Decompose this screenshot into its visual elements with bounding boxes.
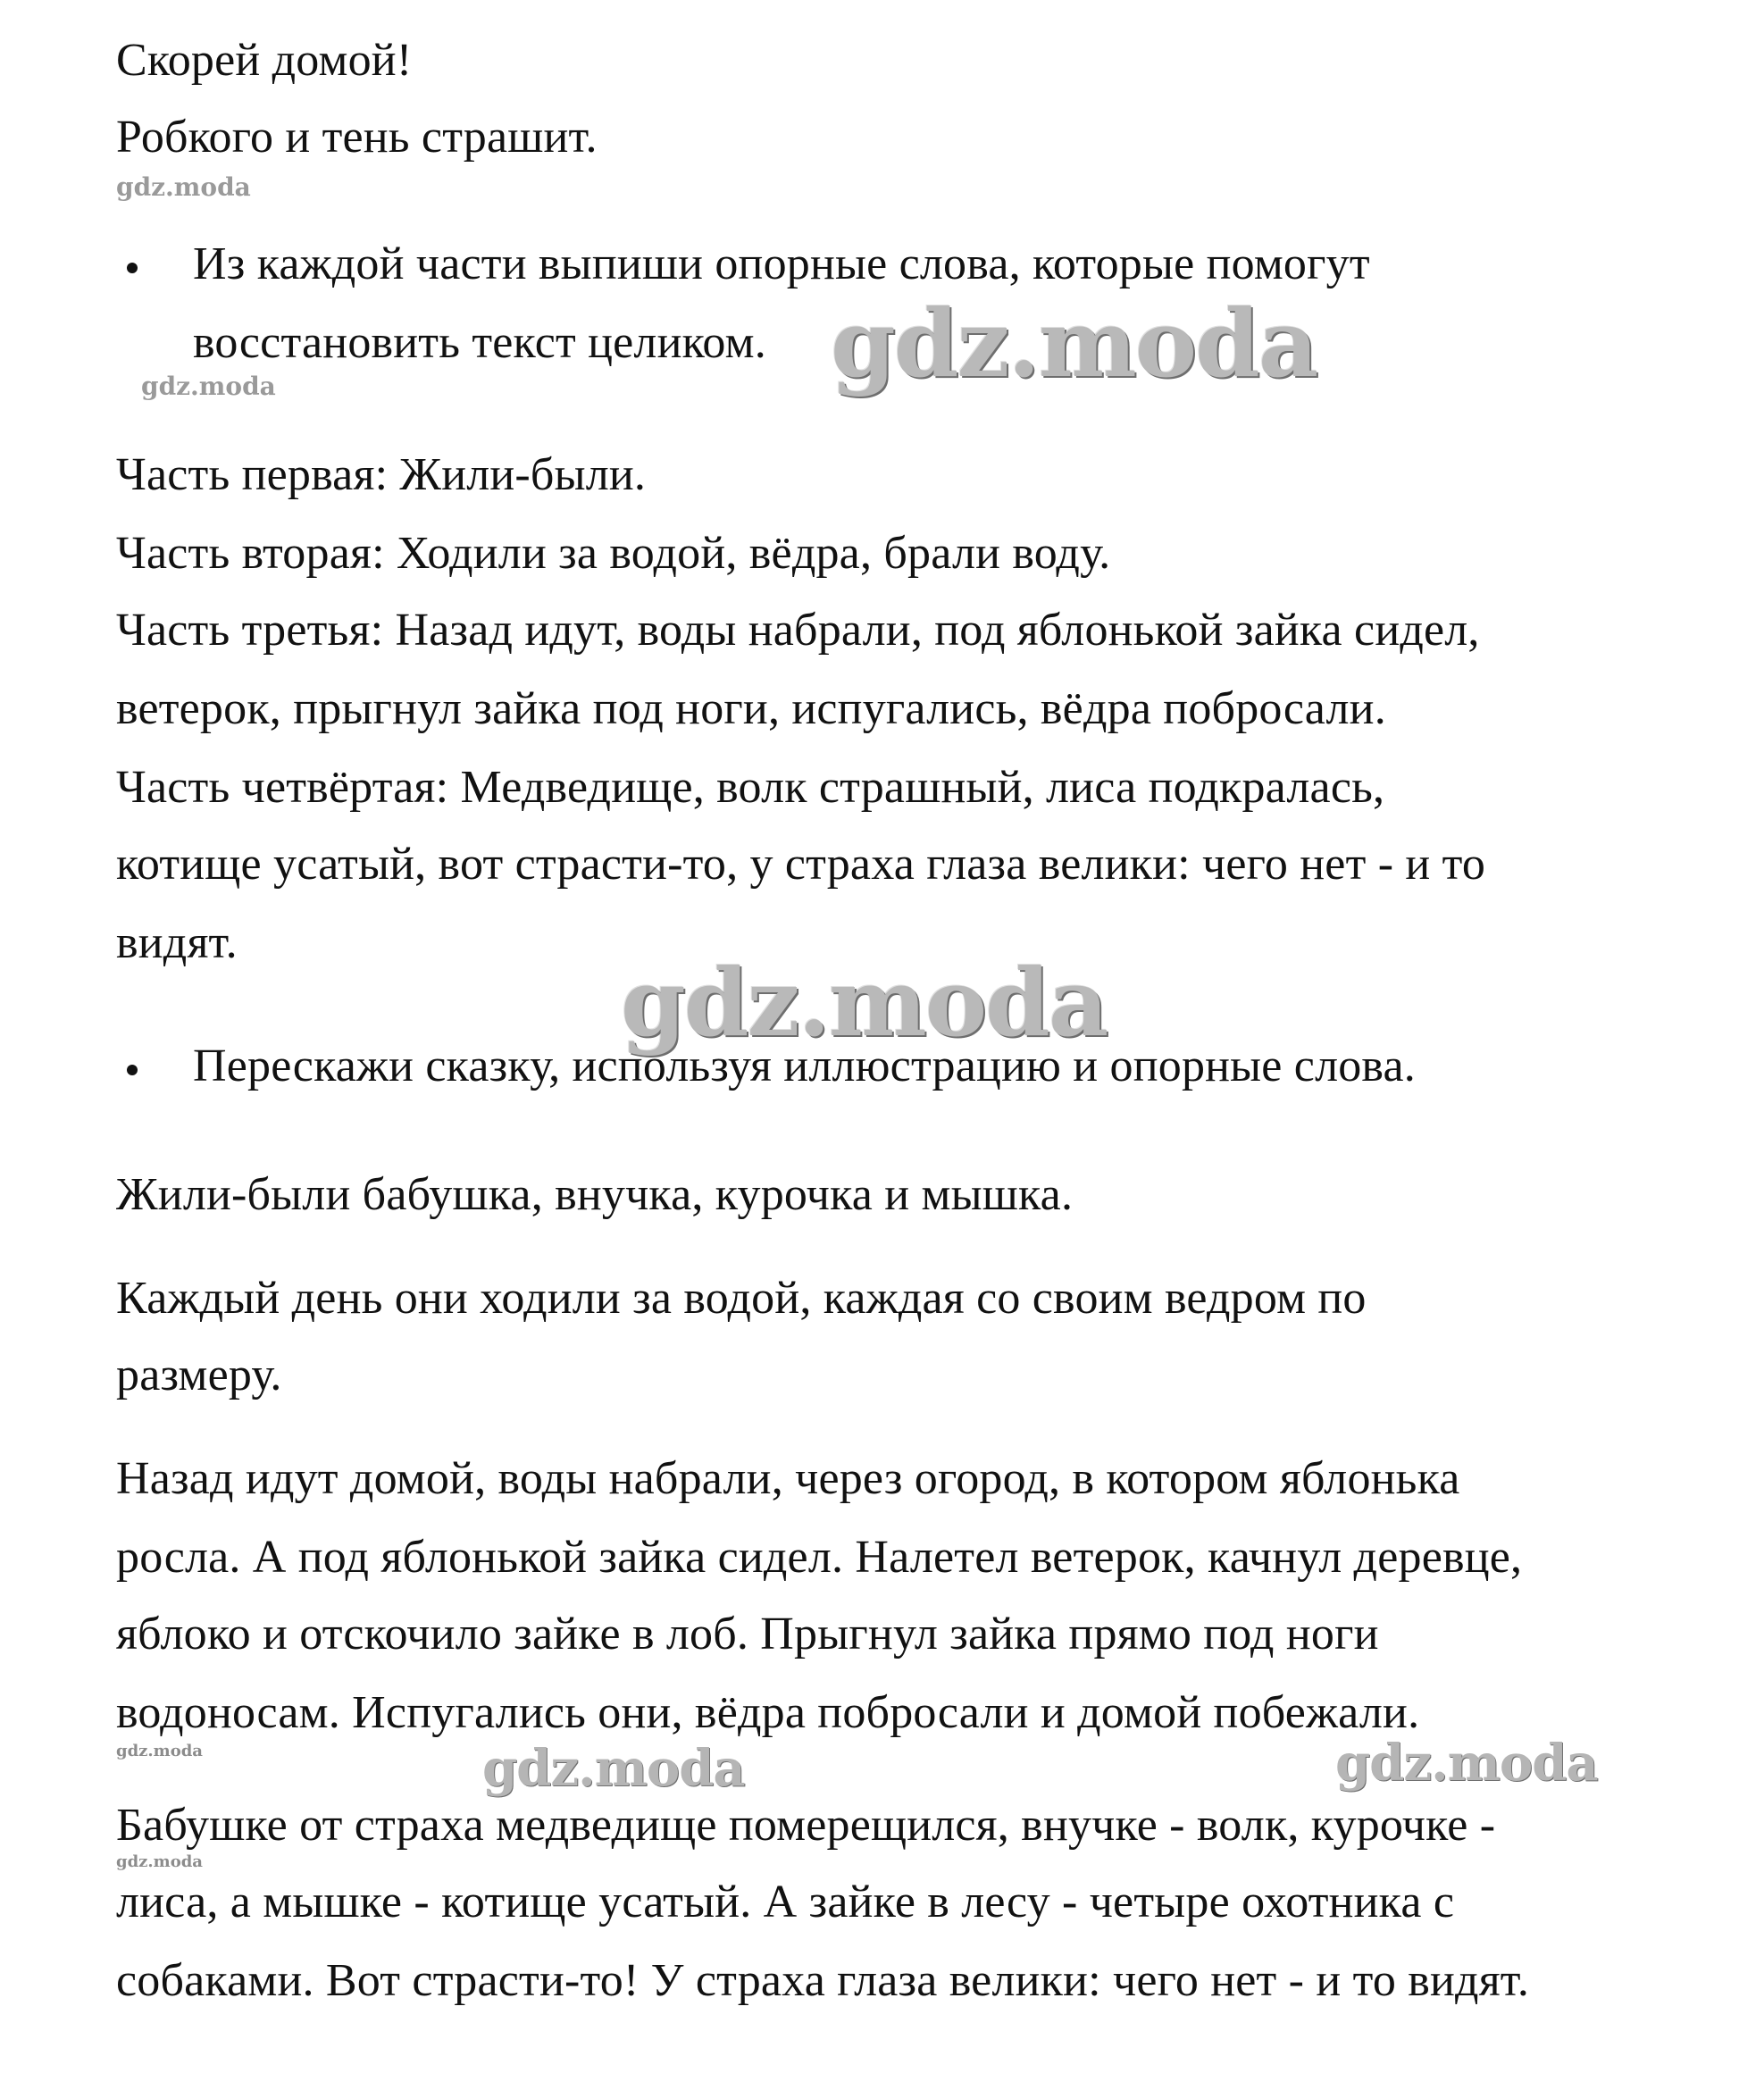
watermark-small: gdz.moda [141,372,276,401]
part-3-line-2: ветерок, прыгнул зайка под ноги, испугались, вёдра побросали. [116,683,1386,734]
watermark-medium: gdz.moda [1335,1734,1598,1793]
task2-line-1: Перескажи сказку, используя иллюстрацию и опорные слова. [193,1041,1416,1091]
watermark-large: gdz.moda [621,948,1108,1058]
part-4-line-3: видят. [116,917,238,968]
retelling-par-4-line-3: собаками. Вот страсти-то! У страха глаза велики: чего нет - и то видят. [116,1955,1530,2006]
watermark-small: gdz.moda [116,172,251,202]
part-1: Часть первая: Жили-были. [116,449,647,500]
watermark-large: gdz.moda [831,288,1317,398]
retelling-par-2-line-1: Каждый день они ходили за водой, каждая со своим ведром по [116,1273,1367,1324]
retelling-par-3-line-3: яблоко и отскочило зайке в лоб. Прыгнул зайка прямо под ноги [116,1609,1379,1659]
part-2: Часть вторая: Ходили за водой, вёдра, брали воду. [116,528,1111,579]
task1-line-1: Из каждой части выпиши опорные слова, которые помогут [193,238,1370,289]
watermark-tiny: gdz.moda [116,1852,203,1871]
bullet-icon [127,1065,138,1075]
watermark-tiny: gdz.moda [116,1742,203,1760]
retelling-par-2-line-2: размеру. [116,1350,282,1400]
retelling-par-3-line-1: Назад идут домой, воды набрали, через огород, в котором яблонька [116,1453,1460,1504]
retelling-par-3-line-2: росла. А под яблонькой зайка сидел. Налетел ветерок, качнул деревце, [116,1532,1523,1583]
part-3-line-1: Часть третья: Назад идут, воды набрали, под яблонькой зайка сидел, [116,605,1480,656]
intro-line-1: Скорей домой! [116,35,413,86]
watermark-medium: gdz.moda [482,1739,745,1798]
part-4-line-2: котище усатый, вот страсти-то, у страха глаза велики: чего нет - и то [116,839,1486,890]
retelling-par-3-line-4: водоносам. Испугались они, вёдра побросали и домой побежали. [116,1687,1420,1738]
task1-line-2: восстановить текст целиком. [193,317,766,368]
retelling-par-1: Жили-были бабушка, внучка, курочка и мышка. [116,1169,1074,1220]
part-4-line-1: Часть четвёртая: Медведище, волк страшный, лиса подкралась, [116,762,1385,813]
retelling-par-4-line-1: Бабушке от страха медведище померещился, внучке - волк, курочке - [116,1800,1496,1851]
retelling-par-4-line-2: лиса, а мышке - котище усатый. А зайке в лесу - четыре охотника с [116,1877,1455,1927]
intro-line-2: Робкого и тень страшит. [116,112,598,163]
bullet-icon [127,263,138,273]
